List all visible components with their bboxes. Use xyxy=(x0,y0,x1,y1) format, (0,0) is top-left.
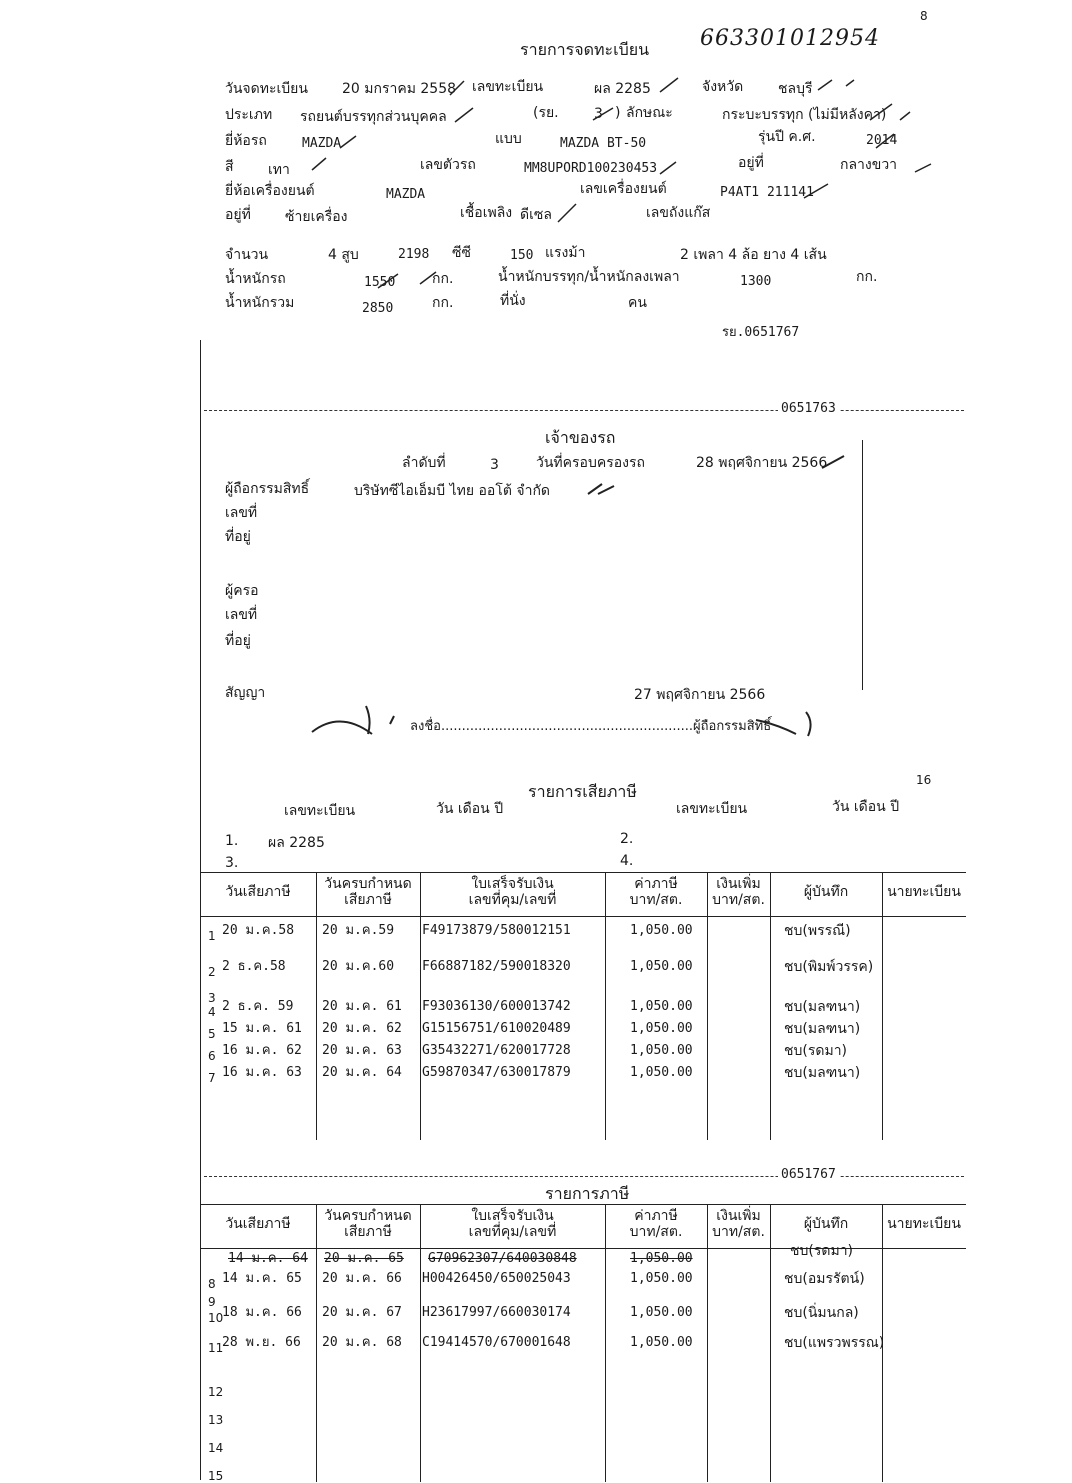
id-label: เลขที่ xyxy=(225,505,258,521)
hp-unit: แรงม้า xyxy=(545,245,586,261)
row-amount: 1,050.00 xyxy=(630,1043,693,1058)
row-due-date: 20 ม.ค. 68 xyxy=(322,1335,402,1350)
color-label: สี xyxy=(225,159,234,175)
row-tax-date: 20 ม.ค.58 xyxy=(222,923,295,938)
row-recorder: ชบ(พิมพ์วรรค) xyxy=(784,959,874,975)
table-header-cell: ค่าภาษี บาท/สต. xyxy=(629,1208,683,1241)
row-due-date: 20 ม.ค.60 xyxy=(322,959,395,974)
model-value: MAZDA BT-50 xyxy=(560,136,647,151)
row-receipt: G35432271/620017728 xyxy=(422,1043,571,1058)
table-column-divider xyxy=(707,1204,708,1482)
brand-label: ยี่ห้อรถ xyxy=(225,133,267,149)
qty-label: จำนวน xyxy=(225,247,269,263)
table-header-cell: นายทะเบียน xyxy=(887,1216,961,1232)
cylinders: 4 สูบ xyxy=(328,247,359,263)
year-label: รุ่นปี ค.ศ. xyxy=(758,129,816,145)
engine-no-value: P4AT1 211141 xyxy=(720,185,814,200)
row-receipt: F66887182/590018320 xyxy=(422,959,571,974)
model-label: แบบ xyxy=(495,131,522,147)
date-value: 20 มกราคม 2558 xyxy=(342,81,457,97)
row-due-date: 20 ม.ค. 67 xyxy=(322,1305,402,1320)
divider-2 xyxy=(204,1176,964,1177)
row-amount: 1,050.00 xyxy=(630,1065,693,1080)
table-header-cell: นายทะเบียน xyxy=(887,884,961,900)
struck-date: 14 ม.ค. 64 xyxy=(228,1251,308,1266)
row-tax-date: 14 ม.ค. 65 xyxy=(222,1271,302,1286)
row-due-date: 20 ม.ค. 62 xyxy=(322,1021,402,1036)
table-header-cell: วันครบกำหนด เสียภาษี xyxy=(324,1208,412,1241)
seats-unit: คน xyxy=(628,295,647,311)
row-amount: 1,050.00 xyxy=(630,1305,693,1320)
row-receipt: C19414570/670001648 xyxy=(422,1335,571,1350)
page-number: 8 xyxy=(920,9,928,23)
cc-value: 2198 xyxy=(398,247,430,262)
id2-label: เลขที่ xyxy=(225,607,258,623)
struck-receipt: G70962307/640030848 xyxy=(428,1251,577,1266)
date-header-2: วัน เดือน ปี xyxy=(832,799,900,815)
table-column-divider xyxy=(420,872,421,1140)
plate-label: เลขทะเบียน xyxy=(472,79,544,95)
row-number: 15 xyxy=(208,1469,224,1483)
row-number: 3 xyxy=(208,991,216,1005)
table-header-cell: วันเสียภาษี xyxy=(225,1216,291,1232)
divider-number-2: 0651767 xyxy=(778,1168,839,1181)
province-value: ชลบุรี xyxy=(778,81,813,97)
row-receipt: G59870347/630017879 xyxy=(422,1065,571,1080)
row-amount: 1,050.00 xyxy=(630,923,693,938)
holder-value: บริษัทซีไอเอ็มบี ไทย ออโต้ จำกัด xyxy=(354,483,551,499)
row-receipt: F93036130/600013742 xyxy=(422,999,571,1014)
row-number: 5 xyxy=(208,1027,216,1041)
feature-label: ลักษณะ xyxy=(626,105,673,121)
province-label: จังหวัด xyxy=(702,79,744,95)
cc-unit: ซีซี xyxy=(452,245,472,261)
table-header-cell: ใบเสร็จรับเงิน เลขที่คุม/เลขที่ xyxy=(468,876,557,909)
table-column-divider xyxy=(316,1204,317,1482)
type-value: รถยนต์บรรทุกส่วนบุคคล xyxy=(300,109,447,125)
row-amount: 1,050.00 xyxy=(630,999,693,1014)
row-tax-date: 16 ม.ค. 62 xyxy=(222,1043,302,1058)
struck-recorder: ชบ(รดมา) xyxy=(790,1243,854,1259)
row-number: 8 xyxy=(208,1277,216,1291)
plate-row-2-n: 2. xyxy=(620,831,634,847)
table-top-border xyxy=(200,1204,966,1205)
load-label: น้ำหนักบรรทุก/น้ำหนักลงเพลา xyxy=(498,269,680,285)
plate-row-1-plate: ผล 2285 xyxy=(268,835,325,851)
row-receipt: H23617997/660030174 xyxy=(422,1305,571,1320)
file-number: 66330101​2954 xyxy=(700,26,880,51)
fuel-value: ดีเซล xyxy=(520,207,552,223)
table-header-cell: ค่าภาษี บาท/สต. xyxy=(629,876,683,909)
plate-row-3-n: 3. xyxy=(225,855,239,871)
type-label: ประเภท xyxy=(225,107,273,123)
row-tax-date: 18 ม.ค. 66 xyxy=(222,1305,302,1320)
row-recorder: ชบ(มลฑนา) xyxy=(784,999,861,1015)
table-top-border xyxy=(200,872,966,873)
struck-amount: 1,050.00 xyxy=(630,1251,693,1266)
table-column-divider xyxy=(770,1204,771,1482)
row-number: 7 xyxy=(208,1071,216,1085)
table-column-divider xyxy=(707,872,708,1140)
row-number: 6 xyxy=(208,1049,216,1063)
registration-title: รายการจดทะเบียน xyxy=(520,40,650,59)
row-number: 4 xyxy=(208,1005,216,1019)
weight-label: น้ำหนักรถ xyxy=(225,271,286,287)
table-header-cell: ผู้บันทึก xyxy=(803,1216,849,1232)
row-tax-date: 2 ธ.ค.58 xyxy=(222,959,286,974)
plate-value: ผล 2285 xyxy=(594,81,651,97)
row-recorder: ชบ(รดมา) xyxy=(784,1043,848,1059)
order-value: 3 xyxy=(490,457,499,473)
row-number: 1 xyxy=(208,929,216,943)
row-due-date: 20 ม.ค.59 xyxy=(322,923,395,938)
row-receipt: F49173879/580012151 xyxy=(422,923,571,938)
brand-value: MAZDA xyxy=(302,136,342,151)
weight-value: 1550 xyxy=(364,275,396,290)
contract-label: สัญญา xyxy=(225,685,266,701)
row-recorder: ชบ(นิ่มนกล) xyxy=(784,1305,859,1321)
possessor-label: ผู้ครอ xyxy=(225,583,259,599)
row-number: 12 xyxy=(208,1385,224,1399)
kg-unit-2: กก. xyxy=(856,269,878,285)
row-tax-date: 15 ม.ค. 61 xyxy=(222,1021,302,1036)
row-tax-date: 16 ม.ค. 63 xyxy=(222,1065,302,1080)
tax-page-number: 16 xyxy=(916,773,932,787)
row-due-date: 20 ม.ค. 66 xyxy=(322,1271,402,1286)
row-receipt: G15156751/610020489 xyxy=(422,1021,571,1036)
row-recorder: ชบ(มลฑนา) xyxy=(784,1065,861,1081)
row-recorder: ชบ(อมรรัตน์) xyxy=(784,1271,865,1287)
table-header-cell: ผู้บันทึก xyxy=(803,884,849,900)
signature-line: ลงชื่อ.............................................................ผู้ถือกรรมสิทธิ์ xyxy=(410,719,772,734)
tax2-title: รายการภาษี xyxy=(545,1184,630,1203)
fuel-label: เชื้อเพลิง xyxy=(460,205,513,221)
tax-title: รายการเสียภาษี xyxy=(528,782,637,801)
table-header-cell: เงินเพิ่ม บาท/สต. xyxy=(712,1208,765,1241)
address-label: ที่อยู่ xyxy=(225,529,251,545)
row-number: 11 xyxy=(208,1341,224,1355)
table-header-cell: วันเสียภาษี xyxy=(225,884,291,900)
row-tax-date: 2 ธ.ค. 59 xyxy=(222,999,294,1014)
row-number: 10 xyxy=(208,1311,224,1325)
gross-label: น้ำหนักรวม xyxy=(225,295,295,311)
plate-row-4-n: 4. xyxy=(620,853,634,869)
kg-unit-1: กก. xyxy=(432,271,454,287)
possess-label: วันที่ครอบครองรถ xyxy=(536,455,645,471)
row-amount: 1,050.00 xyxy=(630,1335,693,1350)
chassis-pos-label: อยู่ที่ xyxy=(738,155,764,171)
owner-title: เจ้าของรถ xyxy=(545,428,616,447)
address2-label: ที่อยู่ xyxy=(225,633,251,649)
table-column-divider xyxy=(605,872,606,1140)
table-column-divider xyxy=(770,872,771,1140)
struck-due: 20 ม.ค. 65 xyxy=(324,1251,404,1266)
chassis-label: เลขตัวรถ xyxy=(420,157,476,173)
kg-unit-3: กก. xyxy=(432,295,454,311)
type-code-open: (รย. xyxy=(533,105,559,121)
engine-pos-value: ซ้ายเครื่อง xyxy=(285,209,348,225)
gas-tank-label: เลขถังแก๊ส xyxy=(646,205,711,221)
row-recorder: ชบ(แพรวพรรณ) xyxy=(784,1335,885,1351)
color-value: เทา xyxy=(268,162,290,178)
row-number: 14 xyxy=(208,1441,224,1455)
table-header-border xyxy=(200,916,966,917)
table-header-cell: วันครบกำหนด เสียภาษี xyxy=(324,876,412,909)
row-recorder: ชบ(พรรณี) xyxy=(784,923,851,939)
row-due-date: 20 ม.ค. 63 xyxy=(322,1043,402,1058)
engine-pos-label: อยู่ที่ xyxy=(225,207,251,223)
row-due-date: 20 ม.ค. 61 xyxy=(322,999,402,1014)
engine-no-label: เลขเครื่องยนต์ xyxy=(580,181,667,197)
row-amount: 1,050.00 xyxy=(630,1021,693,1036)
table-header-cell: ใบเสร็จรับเงิน เลขที่คุม/เลขที่ xyxy=(468,1208,557,1241)
row-number: 13 xyxy=(208,1413,224,1427)
table-header-cell: เงินเพิ่ม บาท/สต. xyxy=(712,876,765,909)
hp-value: 150 xyxy=(510,248,534,263)
divider-number-1: 0651763 xyxy=(778,402,839,415)
type-code-value: 3 xyxy=(594,106,603,122)
table-column-divider xyxy=(605,1204,606,1482)
seats-label: ที่นั่ง xyxy=(500,293,526,309)
axle-wheel-tire: 2 เพลา 4 ล้อ ยาง 4 เส้น xyxy=(680,247,827,263)
row-amount: 1,050.00 xyxy=(630,1271,693,1286)
gross-value: 2850 xyxy=(362,301,394,316)
row-number: 2 xyxy=(208,965,216,979)
row-tax-date: 28 พ.ย. 66 xyxy=(222,1335,301,1350)
row-amount: 1,050.00 xyxy=(630,959,693,974)
feature-value: กระบะบรรทุก (ไม่มีหลังคา) xyxy=(722,107,887,123)
plate-header-1: เลขทะเบียน xyxy=(284,803,356,819)
contract-date: 27 พฤศจิกายน 2566 xyxy=(634,687,766,703)
row-receipt: H00426450/650025043 xyxy=(422,1271,571,1286)
chassis-value: MM8UPORD100230453 xyxy=(524,161,658,176)
plate-header-2: เลขทะเบียน xyxy=(676,801,748,817)
table-column-divider xyxy=(420,1204,421,1482)
row-due-date: 20 ม.ค. 64 xyxy=(322,1065,402,1080)
date-header-1: วัน เดือน ปี xyxy=(436,801,504,817)
row-recorder: ชบ(มลฑนา) xyxy=(784,1021,861,1037)
possess-value: 28 พฤศจิกายน 2566 xyxy=(696,455,828,471)
table-column-divider xyxy=(316,872,317,1140)
holder-label: ผู้ถือกรรมสิทธิ์ xyxy=(225,481,310,497)
year-value: 2014 xyxy=(866,133,898,148)
engine-brand-value: MAZDA xyxy=(386,187,426,202)
type-code-close: ) xyxy=(615,105,621,121)
row-number: 9 xyxy=(208,1295,216,1309)
table-column-divider xyxy=(882,872,883,1140)
chassis-pos-value: กลางขวา xyxy=(840,157,898,173)
book-number: รย.0651767 xyxy=(722,325,800,340)
engine-brand-label: ยี่ห้อเครื่องยนต์ xyxy=(225,183,315,199)
plate-row-1-n: 1. xyxy=(225,833,239,849)
order-label: ลำดับที่ xyxy=(402,455,446,471)
date-label: วันจดทะเบียน xyxy=(225,81,308,97)
load-value: 1300 xyxy=(740,274,772,289)
